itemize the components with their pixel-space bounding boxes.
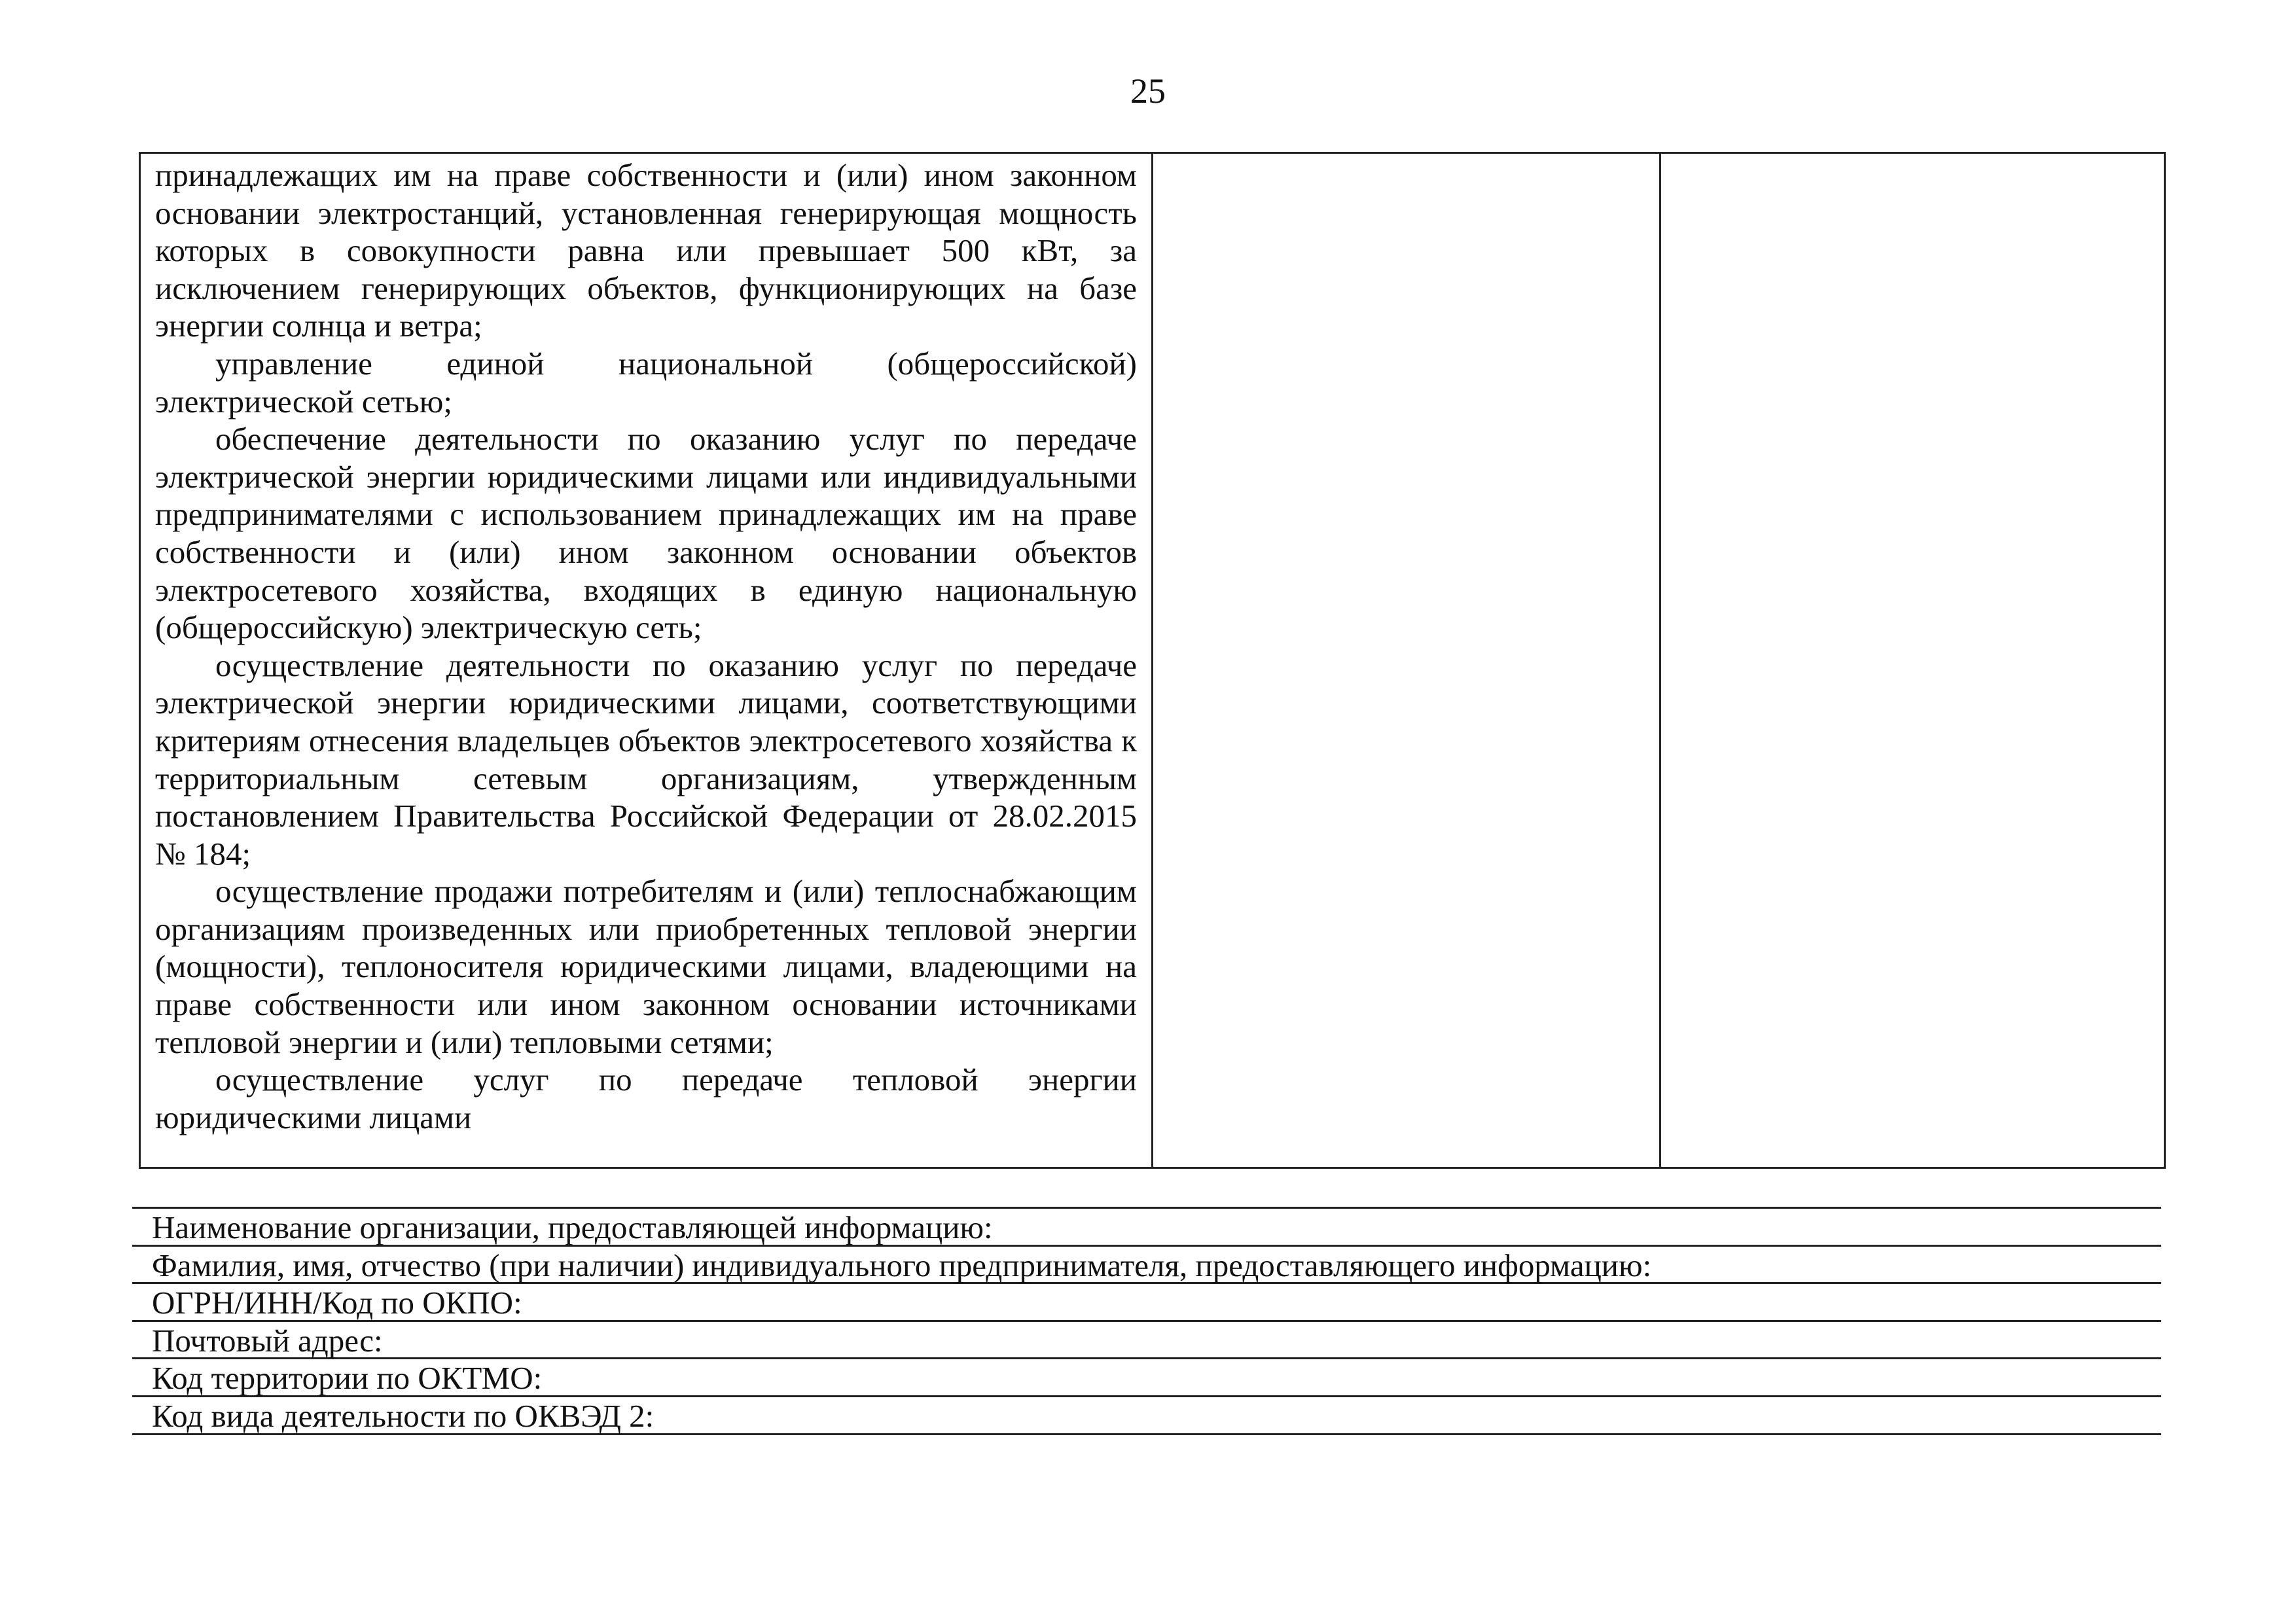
oktmo-code-field[interactable]: Код территории по ОКТМО: — [132, 1359, 2161, 1397]
entrepreneur-name-field[interactable]: Фамилия, имя, отчество (при наличии) индивидуального предпринимателя, предоставляющего информацию: — [132, 1247, 2161, 1285]
paragraph-transmission-support: обеспечение деятельности по оказанию услуг по передаче электрической энергии юридическими лицами или индивидуальными предпринимателями с использованием принадлежащих им на праве собственности и (или) ином законном основании объектов электросетевого хозяйства, входящих в единую национальную (общероссийскую) электрическую сеть; — [155, 421, 1137, 646]
middle-empty-cell[interactable] — [1153, 153, 1660, 1168]
postal-address-field[interactable]: Почтовый адрес: — [132, 1322, 2161, 1360]
paragraph-generation: принадлежащих им на праве собственности и (или) ином законном основании электростанций, установленная генерирующая мощность которых в совокупности равна или превышает 500 кВт, за исключением генерирующих объектов, функционирующих на базе энергии солнца и ветра; — [155, 157, 1137, 344]
organization-info-block — [132, 1207, 2161, 1435]
paragraph-heat-sales: осуществление продажи потребителям и (или) теплоснабжающим организациям произведенных или приобретенных тепловой энергии (мощности), теплоносителя юридическими лицами, владеющими на праве собственности или ином законном основании источниками тепловой энергии и (или) тепловыми сетями; — [155, 873, 1137, 1060]
page-number: 25 — [1130, 71, 1166, 111]
activity-table — [139, 152, 2166, 1169]
okved-code-field[interactable]: Код вида деятельности по ОКВЭД 2: — [132, 1397, 2161, 1435]
table-row — [140, 153, 2165, 1168]
paragraph-grid-management: управление единой национальной (общероссийской) электрической сетью; — [155, 345, 1137, 419]
paragraph-territorial-networks: осуществление деятельности по оказанию услуг по передаче электрической энергии юридическими лицами, соответствующими критериям отнесения владельцев объектов электросетевого хозяйства к территориальным сетевым организациям, утвержденным постановлением Правительства Российской Федерации от 28.02.2015 № 184; — [155, 647, 1137, 872]
ogrn-inn-okpo-field[interactable]: ОГРН/ИНН/Код по ОКПО: — [132, 1284, 2161, 1322]
activity-description-cell — [140, 153, 1153, 1168]
right-empty-cell[interactable] — [1660, 153, 2165, 1168]
activity-description-text — [141, 154, 1151, 1136]
organization-name-field[interactable]: Наименование организации, предоставляющей информацию: — [132, 1209, 2161, 1247]
paragraph-heat-transmission: осуществление услуг по передаче тепловой энергии юридическими лицами — [155, 1061, 1137, 1135]
